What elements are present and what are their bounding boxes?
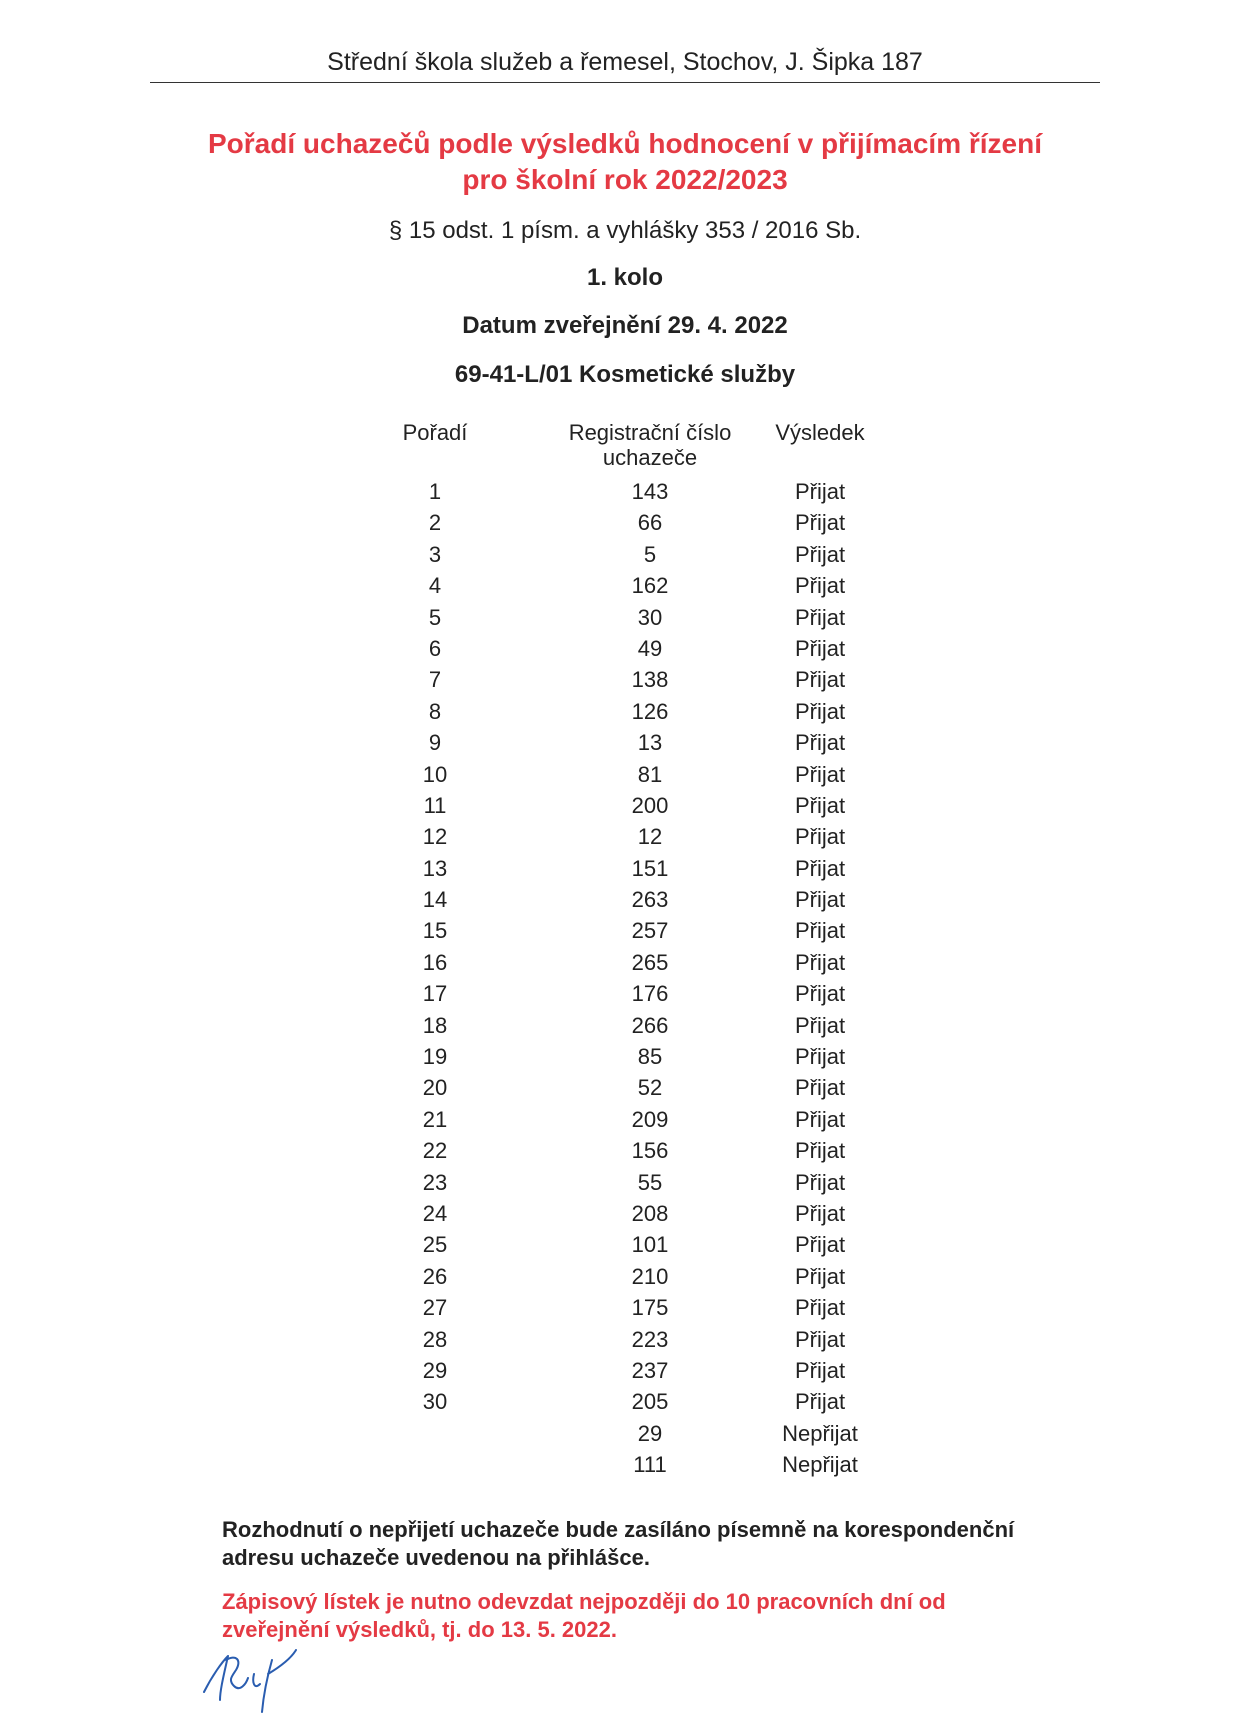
- result-cell: Přijat: [794, 698, 846, 724]
- result-cell: Přijat: [794, 635, 846, 661]
- table-row: [370, 1261, 890, 1292]
- result-cell: Přijat: [794, 1326, 846, 1352]
- table-row: [370, 664, 890, 695]
- table-row: [370, 759, 890, 790]
- result-cell: Přijat: [794, 949, 846, 975]
- rank-cell: 17: [422, 981, 448, 1007]
- result-cell: Přijat: [794, 1357, 846, 1383]
- registration-number-cell: 151: [631, 855, 669, 881]
- rank-cell: 15: [422, 918, 448, 944]
- table-row: [370, 1324, 890, 1355]
- rejection-note-line-2: adresu uchazeče uvedenou na přihlášce.: [222, 1545, 650, 1570]
- result-cell: Přijat: [794, 761, 846, 787]
- rank-cell: 11: [423, 792, 447, 818]
- registration-number-cell: 101: [631, 1232, 669, 1258]
- enrollment-note: [222, 1588, 1102, 1644]
- rejection-note-line-1: Rozhodnutí o nepřijetí uchazeče bude zasíláno písemně na korespondenční: [222, 1517, 1015, 1542]
- result-cell: Přijat: [794, 1200, 846, 1226]
- result-cell: Přijat: [794, 887, 846, 913]
- result-cell: Přijat: [794, 541, 846, 567]
- table-row: [370, 570, 890, 601]
- registration-number-cell: 237: [631, 1357, 669, 1383]
- document-title: [120, 126, 1130, 198]
- rank-cell: 26: [422, 1263, 448, 1289]
- registration-number-cell: 209: [631, 1106, 669, 1132]
- school-header: Střední škola služeb a řemesel, Stochov, J. Šipka 187: [327, 48, 923, 76]
- table-row: [370, 1135, 890, 1166]
- rank-cell: 25: [422, 1232, 448, 1258]
- rank-cell: 6: [428, 635, 442, 661]
- title-line-2: pro školní rok 2022/2023: [462, 164, 788, 195]
- table-row: [370, 727, 890, 758]
- rank-cell: 20: [422, 1075, 448, 1101]
- registration-number-cell: 85: [637, 1044, 663, 1070]
- table-row: [370, 853, 890, 884]
- result-cell: Přijat: [794, 1075, 846, 1101]
- result-cell: Přijat: [794, 1012, 846, 1038]
- admission-round: 1. kolo: [586, 264, 664, 291]
- rank-cell: 24: [422, 1200, 448, 1226]
- enrollment-note-line-2: zveřejnění výsledků, tj. do 13. 5. 2022.: [222, 1617, 617, 1642]
- registration-number-cell: 13: [637, 730, 663, 756]
- table-row: [370, 1229, 890, 1260]
- rejection-note: [222, 1516, 1102, 1572]
- result-cell: Přijat: [794, 855, 846, 881]
- table-row: [370, 1104, 890, 1135]
- table-row: [370, 633, 890, 664]
- table-row: [370, 1041, 890, 1072]
- study-program: 69-41-L/01 Kosmetické služby: [454, 361, 796, 388]
- registration-number-cell: 205: [631, 1389, 669, 1415]
- result-cell: Přijat: [794, 792, 846, 818]
- result-cell: Přijat: [794, 1138, 846, 1164]
- table-row: [370, 1010, 890, 1041]
- result-cell: Přijat: [794, 1295, 846, 1321]
- header-rank: Pořadí: [402, 420, 468, 445]
- registration-number-cell: 162: [631, 573, 669, 599]
- result-cell: Přijat: [794, 479, 846, 504]
- registration-number-cell: 257: [631, 918, 669, 944]
- table-row: [370, 1072, 890, 1103]
- registration-number-cell: 52: [637, 1075, 663, 1101]
- rank-cell: 18: [422, 1012, 448, 1038]
- registration-number-cell: 55: [637, 1169, 663, 1195]
- table-row: [370, 1292, 890, 1323]
- registration-number-cell: 266: [631, 1012, 669, 1038]
- table-row: [370, 1355, 890, 1386]
- table-row: [370, 1418, 890, 1449]
- table-body: [370, 476, 890, 1481]
- header-registration-number: [530, 420, 770, 470]
- table-row: [370, 696, 890, 727]
- result-cell: Přijat: [794, 981, 846, 1007]
- publication-date: Datum zveřejnění 29. 4. 2022: [462, 312, 788, 339]
- registration-number-cell: 49: [637, 635, 663, 661]
- header-reg-line-1: Registrační číslo: [568, 420, 732, 445]
- table-row: [370, 915, 890, 946]
- registration-number-cell: 210: [631, 1263, 669, 1289]
- rank-cell: 28: [422, 1326, 448, 1352]
- rank-cell: 13: [422, 855, 448, 881]
- rank-cell: 4: [428, 573, 442, 599]
- table-row: [370, 821, 890, 852]
- registration-number-cell: 156: [631, 1138, 669, 1164]
- result-cell: Přijat: [794, 1263, 846, 1289]
- table-row: [370, 1198, 890, 1229]
- table-header-row: [370, 420, 890, 476]
- rank-cell: 23: [422, 1169, 448, 1195]
- legal-reference: § 15 odst. 1 písm. a vyhlášky 353 / 2016 Sb.: [388, 217, 862, 244]
- results-table: [370, 420, 890, 1481]
- table-row: [370, 1449, 890, 1480]
- registration-number-cell: 5: [643, 541, 657, 567]
- rank-cell: 9: [428, 730, 442, 756]
- result-cell: Přijat: [794, 1232, 846, 1258]
- registration-number-cell: 111: [633, 1452, 667, 1478]
- rank-cell: 7: [428, 667, 442, 693]
- rank-cell: 3: [428, 541, 442, 567]
- rank-cell: 14: [422, 887, 448, 913]
- result-cell: Přijat: [794, 730, 846, 756]
- registration-number-cell: 29: [637, 1420, 663, 1446]
- registration-number-cell: 30: [637, 604, 663, 630]
- rank-cell: 16: [422, 949, 448, 975]
- table-row: [370, 1386, 890, 1417]
- table-row: [370, 476, 890, 507]
- enrollment-note-line-1: Zápisový lístek je nutno odevzdat nejpozději do 10 pracovních dní od: [222, 1589, 946, 1614]
- registration-number-cell: 175: [631, 1295, 669, 1321]
- registration-number-cell: 208: [631, 1200, 669, 1226]
- rank-cell: 8: [428, 698, 442, 724]
- table-row: [370, 602, 890, 633]
- result-cell: Přijat: [794, 918, 846, 944]
- rank-cell: 5: [428, 604, 442, 630]
- registration-number-cell: 265: [631, 949, 669, 975]
- registration-number-cell: 126: [631, 698, 669, 724]
- result-cell: Přijat: [794, 604, 846, 630]
- table-row: [370, 884, 890, 915]
- rank-cell: 27: [422, 1295, 448, 1321]
- registration-number-cell: 223: [631, 1326, 669, 1352]
- result-cell: Přijat: [794, 1169, 846, 1195]
- header-divider: [150, 82, 1100, 83]
- registration-number-cell: 138: [631, 667, 669, 693]
- rank-cell: 1: [428, 479, 442, 504]
- result-cell: Nepřijat: [782, 1420, 858, 1446]
- rank-cell: 29: [422, 1357, 448, 1383]
- table-row: [370, 790, 890, 821]
- registration-number-cell: 263: [631, 887, 669, 913]
- registration-number-cell: 200: [631, 792, 669, 818]
- rank-cell: 21: [422, 1106, 448, 1132]
- registration-number-cell: 12: [637, 824, 663, 850]
- result-cell: Přijat: [794, 1106, 846, 1132]
- header-reg-line-2: uchazeče: [602, 445, 698, 470]
- registration-number-cell: 66: [637, 510, 663, 536]
- rank-cell: 10: [422, 761, 448, 787]
- registration-number-cell: 176: [631, 981, 669, 1007]
- result-cell: Nepřijat: [782, 1452, 858, 1478]
- title-line-1: Pořadí uchazečů podle výsledků hodnocení v přijímacím řízení: [208, 128, 1042, 159]
- registration-number-cell: 143: [631, 479, 669, 504]
- result-cell: Přijat: [794, 824, 846, 850]
- rank-cell: 2: [428, 510, 442, 536]
- result-cell: Přijat: [794, 1389, 846, 1415]
- rank-cell: 22: [422, 1138, 448, 1164]
- header-result: Výsledek: [775, 420, 865, 445]
- rank-cell: 12: [422, 824, 448, 850]
- table-row: [370, 539, 890, 570]
- result-cell: Přijat: [794, 1044, 846, 1070]
- rank-cell: 19: [422, 1044, 448, 1070]
- rank-cell: 30: [422, 1389, 448, 1415]
- result-cell: Přijat: [794, 573, 846, 599]
- registration-number-cell: 81: [637, 761, 663, 787]
- table-row: [370, 507, 890, 538]
- result-cell: Přijat: [794, 667, 846, 693]
- handwritten-signature: [198, 1640, 308, 1715]
- table-row: [370, 1167, 890, 1198]
- table-row: [370, 978, 890, 1009]
- result-cell: Přijat: [794, 510, 846, 536]
- table-row: [370, 947, 890, 978]
